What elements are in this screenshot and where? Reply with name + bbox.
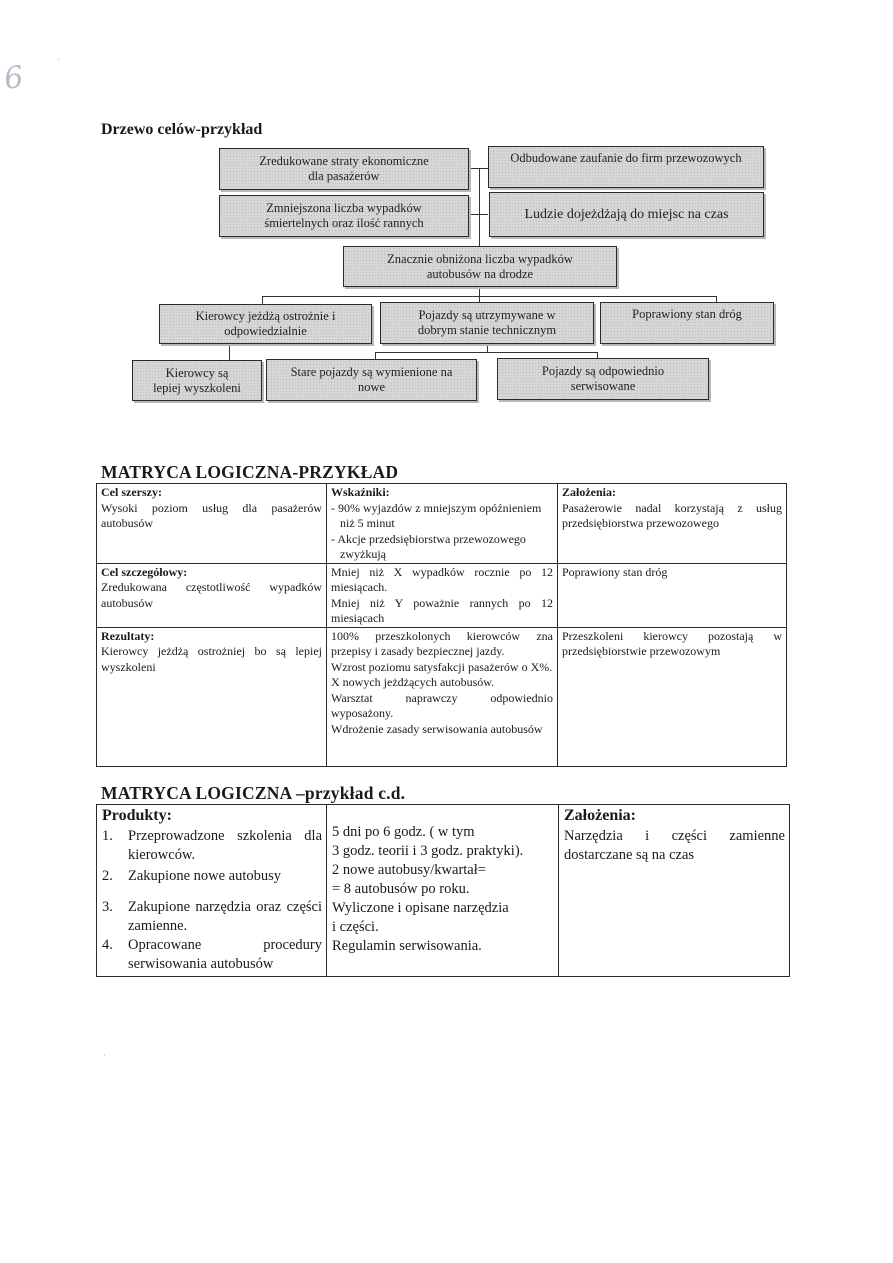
assumptions-cell: Założenia: Narzędzia i części zamienne dostarczane są na czas (559, 805, 790, 977)
connector-line (375, 352, 598, 353)
tree-box-fewer-bus-accidents: Znacznie obniżona liczba wypadków autobusów na drodze (343, 246, 617, 287)
goal-tree-title: Drzewo celów-przykład (101, 121, 263, 138)
product-item: 3. Zakupione narzędzia oraz części zamienne. (102, 899, 322, 934)
indicators-cell: Wskaźniki: - 90% wyjazdów z mniejszym opóźnieniem niż 5 minut - Akcje przedsiębiorstwa przewozowego zwyżkują (327, 484, 558, 564)
tree-box-new-vehicles: Stare pojazdy są wymienione na nowe (266, 359, 477, 401)
tree-box-maintained-vehicles: Pojazdy są utrzymywane w dobrym stanie technicznym (380, 302, 594, 344)
logframe-matrix-continued (96, 804, 790, 977)
matrix-row-overall-goal (97, 484, 787, 564)
assumptions-cell: Poprawiony stan dróg (558, 563, 787, 627)
tree-box-economic-losses: Zredukowane straty ekonomiczne dla pasażerów (219, 148, 469, 190)
tree-box-on-time: Ludzie dojeżdżają do miejsc na czas (489, 192, 764, 237)
connector-line (262, 296, 717, 297)
products-cell: Produkty: 1. Przeprowadzone szkolenia dla kierowców. 2. Zakupione nowe autobusy 3. Zakupione narzędzia oraz części zamienne. 4. Opracowane procedury serwisowania autobusów (97, 805, 327, 977)
specific-goal-cell: Cel szczegółowy: Zredukowana częstotliwość wypadków autobusów (97, 563, 327, 627)
matrix-row-results (97, 627, 787, 766)
connector-line (229, 344, 230, 360)
matrix-row-products (97, 805, 790, 977)
matrix2-title: MATRYCA LOGICZNA –przykład c.d. (101, 783, 406, 803)
tree-box-serviced-vehicles: Pojazdy są odpowiednio serwisowane (497, 358, 709, 400)
indicators-cell: Mniej niż X wypadków rocznie po 12 miesiącach. Mniej niż Y poważnie rannych po 12 miesiącach (327, 563, 558, 627)
overall-goal-cell: Cel szerszy: Wysoki poziom usług dla pasażerów autobusów (97, 484, 327, 564)
connector-line (487, 344, 488, 352)
matrix-row-specific-goal (97, 563, 787, 627)
assumptions-cell: Przeszkoleni kierowcy pozostają w przedsiębiorstwie przewozowym (558, 627, 787, 766)
indicators-cell: 5 dni po 6 godz. ( w tym 3 godz. teorii i 3 godz. praktyki). 2 nowe autobusy/kwartał= = 8 autobusów po roku. Wyliczone i opisane narzędzia i części. Regulamin serwisowania. (327, 805, 559, 977)
connector-line (375, 352, 376, 359)
connector-line (262, 296, 263, 304)
results-cell: Rezultaty: Kierowcy jeżdżą ostrożniej bo są lepiej wyszkoleni (97, 627, 327, 766)
scan-speck: · (103, 1050, 106, 1060)
product-item: 4. Opracowane procedury serwisowania autobusów (102, 937, 322, 972)
tree-box-fewer-fatalities: Zmniejszona liczba wypadków śmiertelnych oraz ilość rannych (219, 195, 469, 237)
handwritten-page-number: 6 (1, 59, 26, 97)
product-item: 1. Przeprowadzone szkolenia dla kierowców. (102, 828, 322, 863)
tree-box-trust: Odbudowane zaufanie do firm przewozowych (488, 146, 764, 188)
tree-box-trained-drivers: Kierowcy są lepiej wyszkoleni (132, 360, 262, 401)
product-item: 2. Zakupione nowe autobusy (102, 868, 282, 884)
connector-line (479, 168, 480, 246)
tree-box-roads: Poprawiony stan dróg (600, 302, 774, 344)
logframe-matrix (96, 483, 787, 767)
scan-speck: · (57, 54, 60, 64)
tree-box-careful-drivers: Kierowcy jeżdżą ostrożnie i odpowiedzialnie (159, 304, 372, 344)
assumptions-cell: Założenia: Pasażerowie nadal korzystają z usług przedsiębiorstwa przewozowego (558, 484, 787, 564)
matrix1-title: MATRYCA LOGICZNA-PRZYKŁAD (101, 462, 399, 482)
indicators-cell: 100% przeszkolonych kierowców zna przepisy i zasady bezpiecznej jazdy. Wzrost poziomu satysfakcji pasażerów o X%. X nowych jeżdżących autobusów. Warsztat naprawczy odpowiednio wyposażony. Wdrożenie zasady serwisowania autobusów (327, 627, 558, 766)
